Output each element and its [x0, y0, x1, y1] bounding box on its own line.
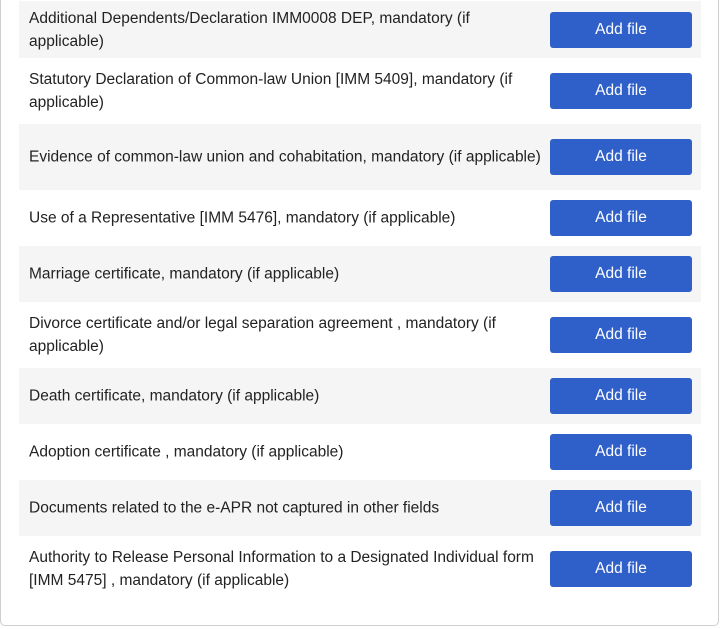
document-label: Authority to Release Personal Information to a Designated Individual form [IMM 5475] , mandatory (if applicable): [29, 549, 534, 589]
document-label: Evidence of common-law union and cohabitation, mandatory (if applicable): [29, 148, 541, 166]
add-file-button[interactable]: Add file: [550, 434, 692, 470]
document-label: Marriage certificate, mandatory (if applicable): [29, 265, 340, 283]
document-label: Adoption certificate , mandatory (if applicable): [29, 443, 344, 461]
document-row-adoption-certificate: [19, 424, 701, 480]
document-label: Death certificate, mandatory (if applicable): [29, 387, 320, 405]
add-file-button[interactable]: Add file: [550, 317, 692, 353]
add-file-button[interactable]: Add file: [550, 139, 692, 175]
add-file-button[interactable]: Add file: [550, 378, 692, 414]
document-row-imm0008-dep: [19, 1, 701, 58]
document-row-death-certificate: [19, 368, 701, 424]
document-row-imm5475: [19, 536, 701, 602]
document-label: Use of a Representative [IMM 5476], mandatory (if applicable): [29, 209, 456, 227]
document-row-e-apr-other: [19, 480, 701, 536]
add-file-button[interactable]: Add file: [550, 256, 692, 292]
document-label: Documents related to the e-APR not captured in other fields: [29, 499, 440, 517]
document-label: Statutory Declaration of Common-law Union [IMM 5409], mandatory (if applicable): [29, 71, 513, 111]
document-label: Divorce certificate and/or legal separation agreement , mandatory (if applicable): [29, 315, 496, 355]
document-label: Additional Dependents/Declaration IMM0008 DEP, mandatory (if applicable): [29, 9, 470, 50]
document-row-divorce-certificate: [19, 302, 701, 368]
document-row-imm5476: [19, 190, 701, 246]
document-row-common-law-evidence: [19, 124, 701, 190]
add-file-button[interactable]: Add file: [550, 73, 692, 109]
add-file-button[interactable]: Add file: [550, 490, 692, 526]
document-row-imm5409: [19, 58, 701, 124]
document-row-marriage-certificate: [19, 246, 701, 302]
add-file-button[interactable]: Add file: [550, 551, 692, 587]
add-file-button[interactable]: Add file: [550, 12, 692, 48]
add-file-button[interactable]: Add file: [550, 200, 692, 236]
